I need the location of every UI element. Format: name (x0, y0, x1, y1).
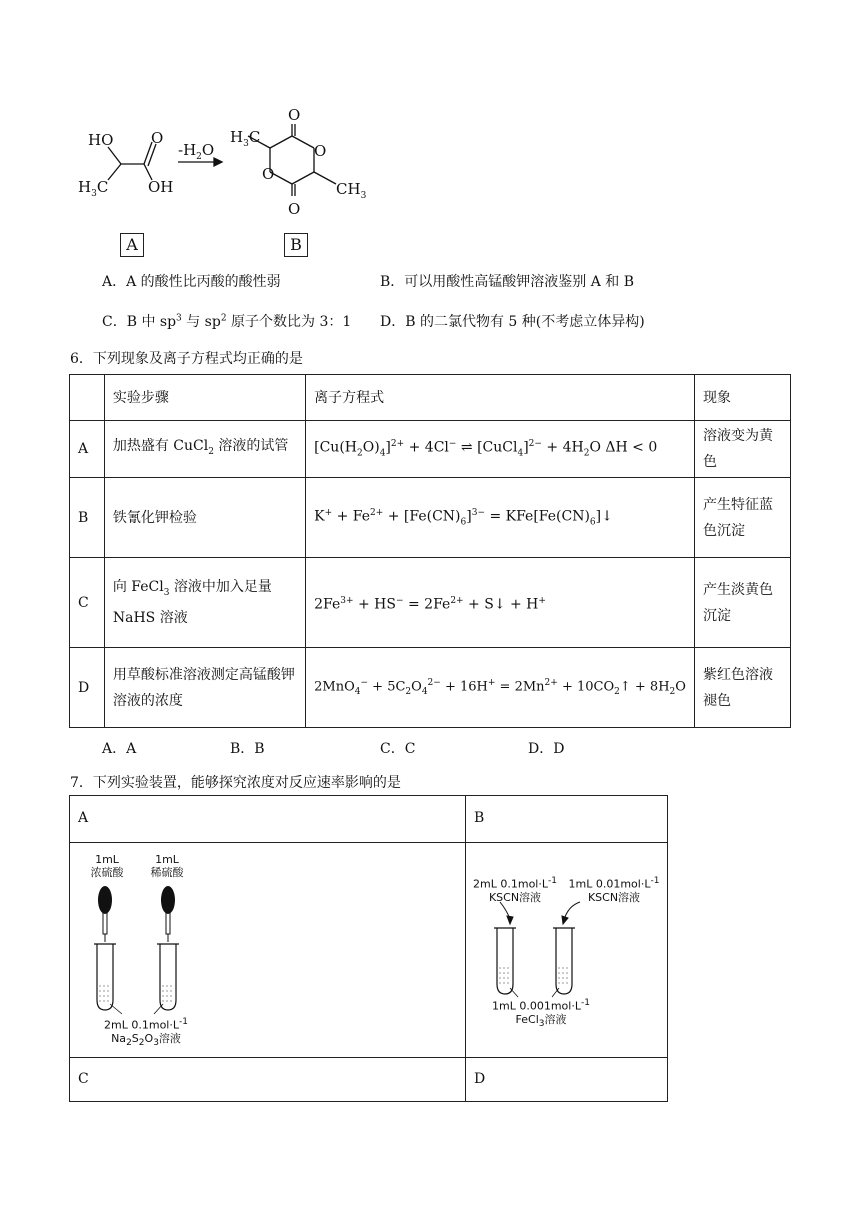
q6-header-empty (70, 375, 105, 421)
q6-option-c[interactable]: C．C (380, 741, 416, 757)
q6-row-d-step: 用草酸标准溶液测定高锰酸钾溶液的浓度 (104, 648, 305, 728)
molecule-b-ring (248, 124, 336, 196)
q7a-left-dropper (98, 886, 112, 942)
q5-option-c-sup2: 2 (220, 313, 227, 324)
q7-cell-b-label: B (474, 810, 485, 826)
q6-row-a-step-post: 溶液的试管 (213, 438, 289, 455)
q7b-left-concentration: 2mL $0.1mol\cdot L^{-1}$ (473, 876, 557, 891)
q6-row-c-step-post: 溶液中加入足量 NaHS 溶液 (112, 578, 272, 627)
molecule-a-ho: HO (88, 131, 114, 149)
q7b-right-tube (553, 928, 575, 994)
molecule-b-ch3: $CH_3$ (336, 180, 367, 201)
q6-stem: 6．下列现象及离子方程式均正确的是 (70, 351, 303, 367)
molecule-b-o-bottom: O (288, 200, 301, 218)
structure-a-svg (70, 120, 380, 265)
q6-row-d (70, 648, 791, 728)
q6-option-b[interactable]: B．B (230, 741, 265, 757)
q6-row-a (70, 421, 791, 478)
q5-option-a[interactable]: A．A 的酸性比丙酸的酸性弱 (102, 274, 281, 290)
q7b-arrows (500, 902, 580, 924)
q6-row-c-step-sub: 3 (163, 587, 170, 598)
label-box-a: A (120, 233, 144, 257)
q7b-apparatus-svg (480, 900, 600, 1000)
q7a-bottom-reagent: $Na_2S_2O_3$溶液 (111, 1031, 181, 1048)
q7-cell-a-label: A (78, 810, 89, 826)
arrow-label: $-H_2O$ (178, 141, 215, 162)
q7-cell-d-label: D (474, 1071, 486, 1087)
q7b-left-concentration-text: 2mL 0.1mol·L (473, 877, 548, 891)
q6-header-phenomenon: 现象 (694, 375, 790, 421)
label-box-b: B (284, 233, 308, 257)
q7a-bottom-concentration-text: 2mL 0.1mol·L (104, 1018, 179, 1032)
q7a-left-tube (94, 944, 116, 1010)
q6-row-c-phenomenon: 产生淡黄色沉淀 (694, 558, 790, 648)
molecule-b-o-right: O (314, 142, 327, 160)
q7b-bottom-label (486, 997, 596, 1031)
q6-row-b-step: 铁氰化钾检验 (104, 478, 305, 558)
q6-row-d-equation: $2MnO_4^- + 5C_2O_4^{2-} + 16H^+ = 2Mn^{2+}$ + $10CO_2↑ + 8H_2O$ (306, 648, 695, 728)
q6-table (69, 374, 791, 728)
q6-row-d-phenomenon: 紫红色溶液褪色 (694, 648, 790, 728)
q7a-right-reagent: 稀硫酸 (150, 866, 184, 879)
q7b-bottom-concentration-text: 1mL 0.001mol·L (492, 999, 581, 1013)
molecule-a-h3c: $H_3C$ (78, 178, 109, 199)
q7a-right-volume: 1mL (155, 853, 179, 866)
q7b-left-tube (494, 928, 516, 994)
q7-stem: 7．下列实验装置，能够探究浓度对反应速率影响的是 (70, 775, 401, 791)
q7b-right-concentration-text: 1mL 0.01mol·L (568, 877, 651, 891)
q6-row-a-label: A (70, 421, 105, 478)
q7b-liquid (499, 968, 570, 983)
q6-row-b-equation: $K^+ + Fe^{2+} + [Fe(CN)_6]^{3-}$ = $KFe[Fe(CN)_6]↓$ (306, 478, 695, 558)
molecule-b-o-top: O (288, 106, 301, 124)
molecule-a-o: O (151, 129, 164, 147)
q6-option-d[interactable]: D．D (528, 741, 565, 757)
q7-cell-c-label: C (78, 1071, 89, 1087)
q7a-apparatus-svg (80, 880, 200, 1020)
q7a-right-dropper (161, 886, 175, 942)
molecule-b-o-left: O (262, 165, 275, 183)
molecule-a-bonds (108, 142, 156, 180)
q6-row-b-label: B (70, 478, 105, 558)
q7b-bottom-reagent: FeCl$_3$溶液 (515, 1012, 567, 1029)
q6-header-step: 实验步骤 (104, 375, 305, 421)
q7b-right-reagent: KSCN溶液 (587, 890, 641, 904)
q6-row-c (70, 558, 791, 648)
q7a-left-volume: 1mL (95, 853, 119, 866)
q5-option-c-post: 原子个数比为 3：1 (226, 314, 352, 330)
q7a-bottom-concentration: 2mL $0.1mol\cdot L^{-1}$ (104, 1017, 188, 1032)
q6-row-b-phenomenon: 产生特征蓝色沉淀 (694, 478, 790, 558)
q6-row-b (70, 478, 791, 558)
q6-header-equation: 离子方程式 (306, 375, 695, 421)
q5-option-c-sup1: 3 (176, 313, 182, 324)
q6-row-c-step (104, 558, 305, 648)
q6-row-a-step-sub: 2 (208, 446, 214, 457)
molecule-b-h3c: $H_3C$ (230, 128, 261, 149)
q7b-pointer-lines (510, 988, 559, 997)
q7a-left-reagent: 浓硫酸 (90, 866, 124, 879)
q7b-bottom-concentration: 1mL $0.001mol\cdot L^{-1}$ (492, 998, 590, 1013)
q7a-right-label (144, 853, 190, 879)
q6-row-a-equation: $[Cu(H_2O)_4]^{2+} + 4Cl^-$ ⇌ [CuCl$_4$]$^{2-}$ + $4H_2O$ ΔH < 0 (306, 421, 695, 478)
q7b-right-concentration: 1mL $0.01mol\cdot L^{-1}$ (568, 876, 660, 891)
q7a-pointer-lines (110, 1004, 163, 1014)
q7a-liquid (99, 986, 174, 1001)
q7a-bottom-label (96, 1016, 196, 1050)
q7-grid-hline-bottom (70, 1057, 667, 1058)
q6-row-c-step-pre: 向 FeCl (112, 578, 164, 595)
molecule-a-oh: OH (148, 178, 174, 196)
q5-option-d[interactable]: D．B 的二氯代物有 5 种(不考虑立体异构) (380, 314, 645, 330)
q6-row-a-phenomenon: 溶液变为黄色 (694, 421, 790, 478)
q5-option-c-mid: 与 sp (181, 314, 221, 330)
q7a-right-tube (157, 944, 179, 1010)
q5-option-c[interactable] (102, 311, 351, 331)
q6-row-c-label: C (70, 558, 105, 648)
q7b-left-reagent: KSCN溶液 (488, 890, 542, 904)
q7a-left-label (84, 853, 130, 879)
q6-row-a-step (104, 421, 305, 478)
q7-grid-hline-top (70, 842, 667, 843)
q6-option-a[interactable]: A．A (102, 741, 137, 757)
q6-row-c-equation: $2Fe^{3+} + HS^- = 2Fe^{2+}$ + S↓ + H+ (306, 558, 695, 648)
q6-row-d-label: D (70, 648, 105, 728)
q6-row-a-step-pre: 加热盛有 CuCl (112, 438, 209, 455)
q5-option-b[interactable]: B．可以用酸性高锰酸钾溶液鉴别 A 和 B (380, 274, 635, 290)
q6-header-row (70, 375, 791, 421)
q5-option-c-pre: C．B 中 sp (102, 314, 177, 330)
